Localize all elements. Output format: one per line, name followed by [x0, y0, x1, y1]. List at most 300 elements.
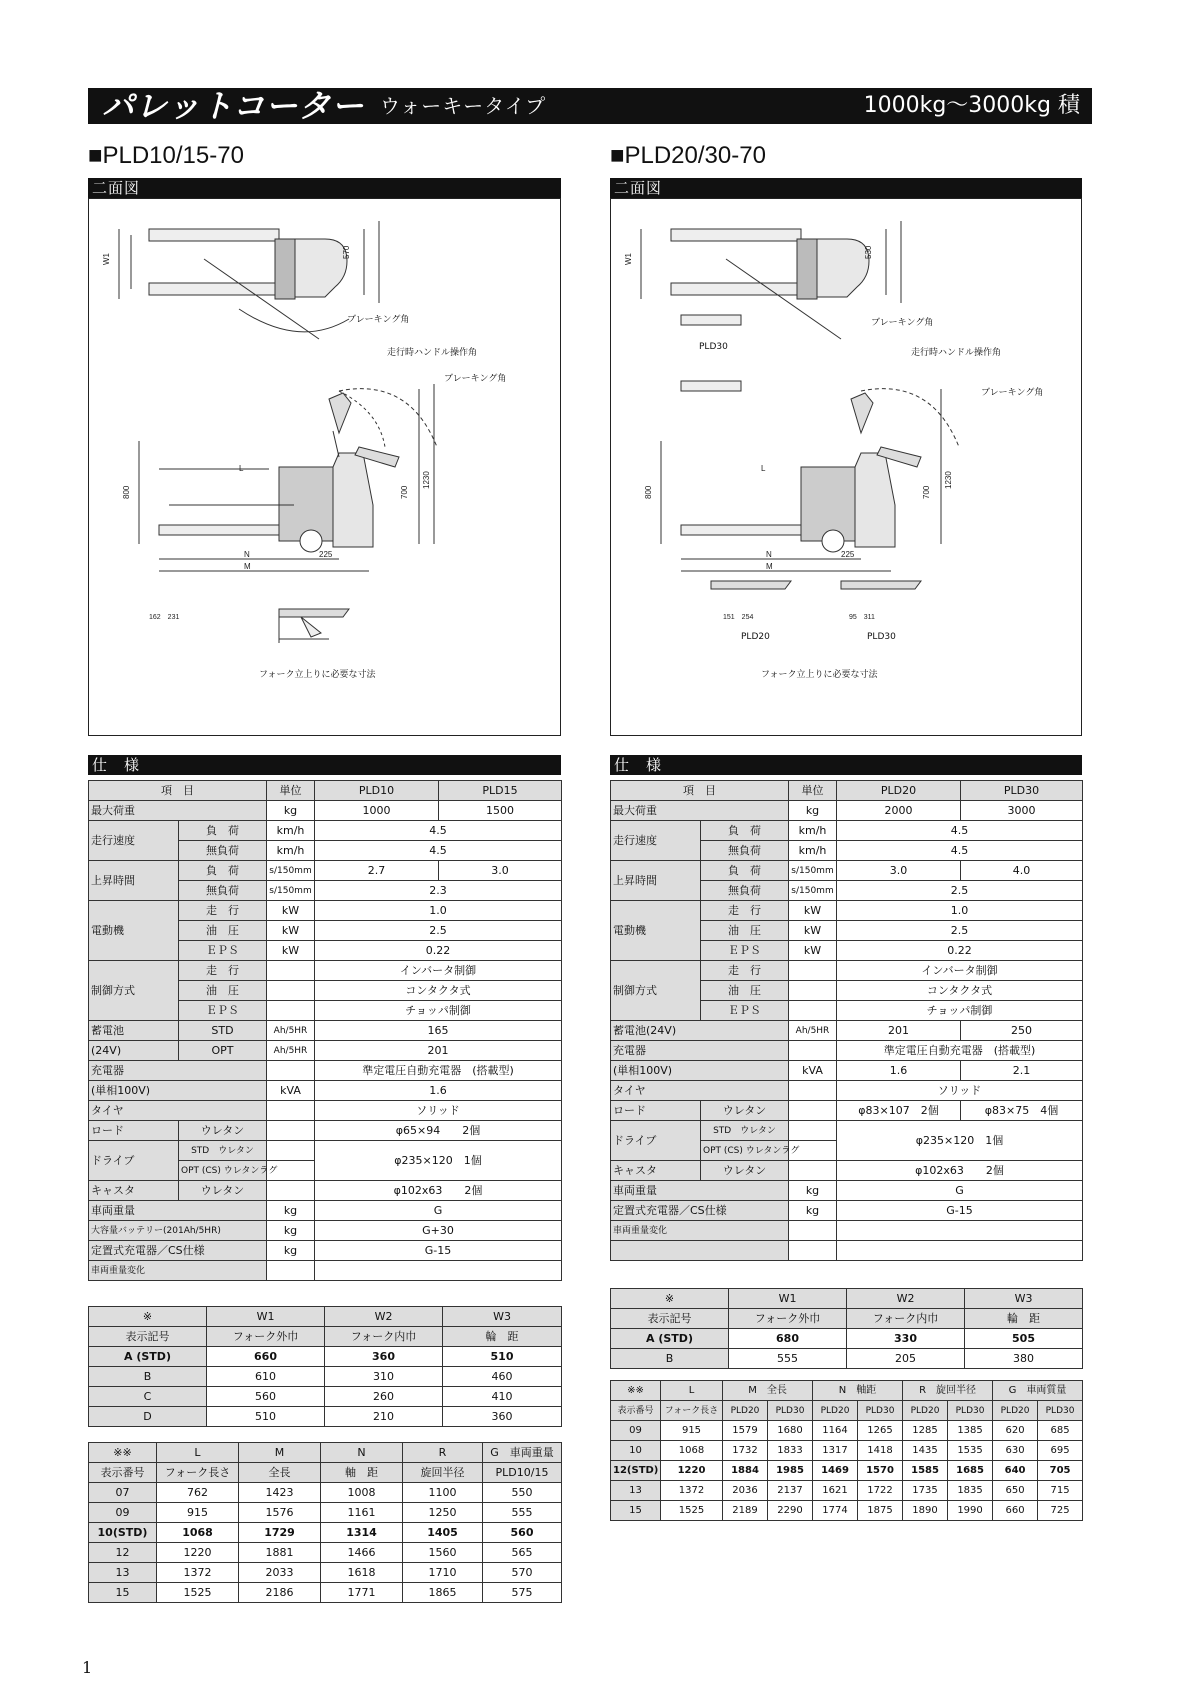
row-label: 電動機 — [611, 901, 701, 961]
cell: 1774 — [813, 1501, 858, 1521]
value: 1.6 — [315, 1081, 562, 1101]
cell: 1220 — [157, 1543, 239, 1563]
th: M 全長 — [723, 1381, 813, 1401]
cell: 1100 — [403, 1483, 483, 1503]
header-unit: 単位 — [267, 781, 315, 801]
unit: s/150mm — [267, 861, 315, 881]
cell: 410 — [443, 1387, 562, 1407]
unit: kg — [267, 801, 315, 821]
sub-label: ウレタン — [701, 1161, 789, 1181]
cell: 2036 — [723, 1481, 768, 1501]
cell: 1884 — [723, 1461, 768, 1481]
value: 1.0 — [837, 901, 1083, 921]
value: チョッパ制御 — [837, 1001, 1083, 1021]
value: コンタクタ式 — [315, 981, 562, 1001]
unit: kVA — [789, 1061, 837, 1081]
sub-label: 負 荷 — [701, 821, 789, 841]
th: W3 — [965, 1289, 1083, 1309]
cell: 1735 — [903, 1481, 948, 1501]
cell: 1570 — [858, 1461, 903, 1481]
value: φ83×75 4個 — [961, 1101, 1083, 1121]
th: フォーク内巾 — [325, 1327, 443, 1347]
value: φ102x63 2個 — [315, 1181, 562, 1201]
value: コンタクタ式 — [837, 981, 1083, 1001]
cell: 2290 — [768, 1501, 813, 1521]
th: PLD30 — [858, 1401, 903, 1421]
th: フォーク長さ — [157, 1463, 239, 1483]
value: 2.5 — [315, 921, 562, 941]
cell: 1317 — [813, 1441, 858, 1461]
value: インバータ制御 — [315, 961, 562, 981]
cell: 1722 — [858, 1481, 903, 1501]
value: ソリッド — [315, 1101, 562, 1121]
sub-label: OPT (CS) ウレタンラグ — [179, 1161, 267, 1181]
row-label: 充電器 — [611, 1041, 789, 1061]
cell: 460 — [443, 1367, 562, 1387]
unit: km/h — [267, 821, 315, 841]
cell: 915 — [661, 1421, 723, 1441]
cell: 1710 — [403, 1563, 483, 1583]
cell: 1771 — [321, 1583, 403, 1603]
th: PLD30 — [768, 1401, 813, 1421]
value: 4.5 — [315, 821, 562, 841]
cell: 1576 — [239, 1503, 321, 1523]
row-label: 充電器 — [89, 1061, 267, 1081]
value: G-15 — [837, 1201, 1083, 1221]
label-brake-angle-2: ブレーキング角 — [444, 374, 507, 384]
unit: kg — [789, 1181, 837, 1201]
th: N 軸距 — [813, 1381, 903, 1401]
label-pld30-top: PLD30 — [699, 342, 728, 352]
cell: 620 — [993, 1421, 1038, 1441]
sub-label: 無負荷 — [701, 841, 789, 861]
cell: 1068 — [157, 1523, 239, 1543]
th: 輪 距 — [443, 1327, 562, 1347]
sub-label: ウレタン — [701, 1101, 789, 1121]
row-label: 制御方式 — [89, 961, 179, 1021]
row-label: 走行速度 — [611, 821, 701, 861]
label-fork-note: フォーク立上りに必要な寸法 — [761, 670, 878, 680]
table-row: 12 — [89, 1543, 157, 1563]
unit: Ah/5HR — [789, 1021, 837, 1041]
label-brake-angle-1: ブレーキング角 — [871, 318, 934, 328]
sub-label: ＥＰＳ — [179, 1001, 267, 1021]
section-drawing-right: 二面図 — [610, 178, 1082, 198]
table-row: A (STD) — [89, 1347, 207, 1367]
row-label: 電動機 — [89, 901, 179, 961]
sub-label: 無負荷 — [701, 881, 789, 901]
value: 1.0 — [315, 901, 562, 921]
value: 250 — [961, 1021, 1083, 1041]
th: 表示記号 — [611, 1309, 729, 1329]
value: 4.5 — [837, 841, 1083, 861]
drawing-box-right — [610, 198, 1082, 736]
th: M — [239, 1443, 321, 1463]
unit: kW — [267, 921, 315, 941]
cell: 1469 — [813, 1461, 858, 1481]
svg-text:151 254: 151 254 — [723, 614, 754, 621]
value: ソリッド — [837, 1081, 1083, 1101]
svg-text:570: 570 — [342, 245, 351, 259]
model-title-right: ■PLD20/30-70 — [610, 142, 766, 169]
value: 2000 — [837, 801, 961, 821]
sub-label: 負 荷 — [179, 821, 267, 841]
value: 2.5 — [837, 881, 1083, 901]
svg-text:L: L — [761, 464, 766, 473]
cell: 1525 — [157, 1583, 239, 1603]
svg-text:530: 530 — [864, 245, 873, 259]
svg-text:M: M — [244, 562, 251, 571]
row-label: 上昇時間 — [611, 861, 701, 901]
svg-text:700: 700 — [400, 485, 409, 499]
value: 201 — [315, 1041, 562, 1061]
unit: kg — [267, 1241, 315, 1261]
th: PLD10/15 — [483, 1463, 562, 1483]
th: PLD20 — [903, 1401, 948, 1421]
row-label: キャスタ — [89, 1181, 179, 1201]
value: G — [837, 1181, 1083, 1201]
unit: s/150mm — [789, 881, 837, 901]
unit: kg — [789, 801, 837, 821]
th: 表示番号 — [89, 1463, 157, 1483]
row-label: (単相100V) — [611, 1061, 789, 1081]
th: ※ — [89, 1307, 207, 1327]
unit: kg — [267, 1201, 315, 1221]
value: G+30 — [315, 1221, 562, 1241]
value: 2.5 — [837, 921, 1083, 941]
sub-label: OPT — [179, 1041, 267, 1061]
cell: 725 — [1038, 1501, 1083, 1521]
sub-label: 大容量バッテリー(201Ah/5HR) — [89, 1221, 267, 1241]
product-title: パレットコーター — [102, 87, 365, 125]
cell: 1835 — [948, 1481, 993, 1501]
cell: 1732 — [723, 1441, 768, 1461]
table-row: 10 — [611, 1441, 661, 1461]
unit: km/h — [267, 841, 315, 861]
value: φ83×107 2個 — [837, 1101, 961, 1121]
th: W3 — [443, 1307, 562, 1327]
svg-text:225: 225 — [841, 550, 855, 559]
unit: kg — [267, 1221, 315, 1241]
sub-label: STD — [179, 1021, 267, 1041]
label-pld20: PLD20 — [741, 632, 770, 642]
sub-label: STD ウレタン — [179, 1141, 267, 1161]
sub-label: 油 圧 — [701, 921, 789, 941]
cell: 1314 — [321, 1523, 403, 1543]
unit: kW — [789, 921, 837, 941]
unit: kg — [789, 1201, 837, 1221]
svg-text:225: 225 — [319, 550, 333, 559]
sub-label: 走 行 — [701, 901, 789, 921]
table-row: 09 — [611, 1421, 661, 1441]
th: W2 — [847, 1289, 965, 1309]
value: φ235×120 1個 — [837, 1121, 1083, 1161]
svg-text:1230: 1230 — [944, 471, 953, 489]
header-bar — [88, 88, 1092, 124]
table-row: 09 — [89, 1503, 157, 1523]
th: PLD20 — [723, 1401, 768, 1421]
th: L — [661, 1381, 723, 1401]
sub-label: 無負荷 — [179, 881, 267, 901]
table-row: D — [89, 1407, 207, 1427]
length-table-left — [88, 1442, 562, 1603]
cell: 1680 — [768, 1421, 813, 1441]
cell: 1068 — [661, 1441, 723, 1461]
unit: km/h — [789, 821, 837, 841]
svg-text:W1: W1 — [624, 253, 633, 265]
weight-change-label: 車両重量変化 — [89, 1261, 267, 1281]
sub-label: ウレタン — [179, 1181, 267, 1201]
th: ※※ — [611, 1381, 661, 1401]
cell: 560 — [483, 1523, 562, 1543]
header-unit: 単位 — [789, 781, 837, 801]
unit: Ah/5HR — [267, 1041, 315, 1061]
cell: 550 — [483, 1483, 562, 1503]
cell: 1618 — [321, 1563, 403, 1583]
th: PLD20 — [813, 1401, 858, 1421]
value: 準定電圧自動充電器 (搭載型) — [837, 1041, 1083, 1061]
cell: 1220 — [661, 1461, 723, 1481]
svg-text:N: N — [766, 550, 772, 559]
row-label: 最大荷重 — [89, 801, 267, 821]
value: 1000 — [315, 801, 439, 821]
th: 全長 — [239, 1463, 321, 1483]
cell: 1423 — [239, 1483, 321, 1503]
cell: 1435 — [903, 1441, 948, 1461]
value: 4.0 — [961, 861, 1083, 881]
value: 3000 — [961, 801, 1083, 821]
page-number: 1 — [82, 1658, 93, 1677]
cell: 1890 — [903, 1501, 948, 1521]
value: 3.0 — [439, 861, 562, 881]
th: PLD20 — [993, 1401, 1038, 1421]
svg-text:95 311: 95 311 — [849, 614, 875, 621]
row-label: ドライブ — [89, 1141, 179, 1181]
table-row: B — [611, 1349, 729, 1369]
cell: 1466 — [321, 1543, 403, 1563]
th: フォーク内巾 — [847, 1309, 965, 1329]
cell: 1579 — [723, 1421, 768, 1441]
cell: 915 — [157, 1503, 239, 1523]
cell: 260 — [325, 1387, 443, 1407]
cell: 210 — [325, 1407, 443, 1427]
th: L — [157, 1443, 239, 1463]
value: 3.0 — [837, 861, 961, 881]
cell: 330 — [847, 1329, 965, 1349]
header-model-b: PLD15 — [439, 781, 562, 801]
svg-text:800: 800 — [122, 485, 131, 499]
row-label: 上昇時間 — [89, 861, 179, 901]
drawing-box-left — [88, 198, 561, 736]
row-label: 車両重量 — [89, 1201, 267, 1221]
cell: 1833 — [768, 1441, 813, 1461]
svg-text:800: 800 — [644, 485, 653, 499]
cell: 1621 — [813, 1481, 858, 1501]
cell: 1585 — [903, 1461, 948, 1481]
cell: 1385 — [948, 1421, 993, 1441]
cell: 2033 — [239, 1563, 321, 1583]
table-row: A (STD) — [611, 1329, 729, 1349]
header-model-b: PLD30 — [961, 781, 1083, 801]
cell: 1008 — [321, 1483, 403, 1503]
cell: 1985 — [768, 1461, 813, 1481]
value: φ235×120 1個 — [315, 1141, 562, 1181]
cell: 1729 — [239, 1523, 321, 1543]
label-handle-angle: 走行時ハンドル操作角 — [387, 348, 478, 358]
drawing-left — [89, 199, 560, 735]
cell: 762 — [157, 1483, 239, 1503]
sub-label: 油 圧 — [179, 981, 267, 1001]
row-label: ロード — [89, 1121, 179, 1141]
section-drawing-left: 二面図 — [88, 178, 561, 198]
cell: 510 — [443, 1347, 562, 1367]
label-brake-angle-1: ブレーキング角 — [347, 315, 410, 325]
cell: 660 — [993, 1501, 1038, 1521]
value: 2.3 — [315, 881, 562, 901]
svg-text:700: 700 — [922, 485, 931, 499]
row-label: 車両重量 — [611, 1181, 789, 1201]
width-table-left — [88, 1306, 562, 1427]
cell: 1535 — [948, 1441, 993, 1461]
th: フォーク外巾 — [207, 1327, 325, 1347]
cell: 1405 — [403, 1523, 483, 1543]
th: R — [403, 1443, 483, 1463]
svg-text:N: N — [244, 550, 250, 559]
cell: 1881 — [239, 1543, 321, 1563]
th: 輪 距 — [965, 1309, 1083, 1329]
cell: 640 — [993, 1461, 1038, 1481]
cell: 695 — [1038, 1441, 1083, 1461]
value: 準定電圧自動充電器 (搭載型) — [315, 1061, 562, 1081]
capacity-range: 1000kg～3000kg 積 — [863, 93, 1080, 118]
cell: 1418 — [858, 1441, 903, 1461]
cell: 1161 — [321, 1503, 403, 1523]
sub-label: 定置式充電器／CS仕様 — [89, 1241, 267, 1261]
cell: 1164 — [813, 1421, 858, 1441]
cell: 310 — [325, 1367, 443, 1387]
cell: 555 — [729, 1349, 847, 1369]
cell: 1372 — [661, 1481, 723, 1501]
cell: 505 — [965, 1329, 1083, 1349]
cell: 380 — [965, 1349, 1083, 1369]
section-spec-left: 仕 様 — [88, 755, 561, 775]
cell: 360 — [325, 1347, 443, 1367]
cell: 1685 — [948, 1461, 993, 1481]
value: 0.22 — [837, 941, 1083, 961]
th: N — [321, 1443, 403, 1463]
cell: 570 — [483, 1563, 562, 1583]
value: 165 — [315, 1021, 562, 1041]
value: 2.1 — [961, 1061, 1083, 1081]
value: 4.5 — [837, 821, 1083, 841]
row-label: 制御方式 — [611, 961, 701, 1021]
cell: 1525 — [661, 1501, 723, 1521]
cell: 1560 — [403, 1543, 483, 1563]
cell: 1372 — [157, 1563, 239, 1583]
cell: 650 — [993, 1481, 1038, 1501]
svg-text:W1: W1 — [102, 253, 111, 265]
cell: 1285 — [903, 1421, 948, 1441]
value: 1.6 — [837, 1061, 961, 1081]
value: 0.22 — [315, 941, 562, 961]
th: 旋回半径 — [403, 1463, 483, 1483]
cell: 630 — [993, 1441, 1038, 1461]
product-subtitle: ウォーキータイプ — [380, 94, 547, 118]
sub-label: 走 行 — [179, 961, 267, 981]
svg-text:L: L — [239, 464, 244, 473]
sub-label: ＥＰＳ — [179, 941, 267, 961]
svg-text:M: M — [766, 562, 773, 571]
cell: 565 — [483, 1543, 562, 1563]
table-row: 15 — [89, 1583, 157, 1603]
cell: 2137 — [768, 1481, 813, 1501]
header-model-a: PLD20 — [837, 781, 961, 801]
table-row: 13 — [89, 1563, 157, 1583]
cell: 1265 — [858, 1421, 903, 1441]
cell: 510 — [207, 1407, 325, 1427]
cell: 660 — [207, 1347, 325, 1367]
row-label: 走行速度 — [89, 821, 179, 861]
cell: 685 — [1038, 1421, 1083, 1441]
sub-label: 定置式充電器／CS仕様 — [611, 1201, 789, 1221]
unit: kVA — [267, 1081, 315, 1101]
cell: 575 — [483, 1583, 562, 1603]
header-item: 項 目 — [89, 781, 267, 801]
th: 表示番号 — [611, 1401, 661, 1421]
unit: s/150mm — [267, 881, 315, 901]
th: W1 — [729, 1289, 847, 1309]
label-brake-angle-2: ブレーキング角 — [981, 388, 1044, 398]
unit: s/150mm — [789, 861, 837, 881]
cell: 555 — [483, 1503, 562, 1523]
label-fork-note: フォーク立上りに必要な寸法 — [259, 670, 376, 680]
value: 2.7 — [315, 861, 439, 881]
cell: 705 — [1038, 1461, 1083, 1481]
cell: 1250 — [403, 1503, 483, 1523]
value: 4.5 — [315, 841, 562, 861]
cell: 715 — [1038, 1481, 1083, 1501]
label-handle-angle: 走行時ハンドル操作角 — [911, 348, 1002, 358]
value: インバータ制御 — [837, 961, 1083, 981]
cell: 2186 — [239, 1583, 321, 1603]
cell: 1990 — [948, 1501, 993, 1521]
spec-table-right — [610, 780, 1083, 1261]
row-label: (24V) — [89, 1041, 179, 1061]
svg-text:1230: 1230 — [422, 471, 431, 489]
label-pld30: PLD30 — [867, 632, 896, 642]
cell: 680 — [729, 1329, 847, 1349]
spec-table-left — [88, 780, 562, 1281]
th: W1 — [207, 1307, 325, 1327]
table-row: 07 — [89, 1483, 157, 1503]
svg-text:162 231: 162 231 — [149, 614, 180, 621]
cell: 205 — [847, 1349, 965, 1369]
value: チョッパ制御 — [315, 1001, 562, 1021]
table-row: 13 — [611, 1481, 661, 1501]
unit: kW — [789, 901, 837, 921]
cell: 1875 — [858, 1501, 903, 1521]
sub-label: OPT (CS) ウレタンラグ — [701, 1141, 789, 1161]
unit: kW — [267, 941, 315, 961]
th: ※※ — [89, 1443, 157, 1463]
table-row: 12(STD) — [611, 1461, 661, 1481]
value: φ102x63 2個 — [837, 1161, 1083, 1181]
sub-label: ＥＰＳ — [701, 941, 789, 961]
header-item: 項 目 — [611, 781, 789, 801]
sub-label: 負 荷 — [701, 861, 789, 881]
row-label: 最大荷重 — [611, 801, 789, 821]
sub-label: STD ウレタン — [701, 1121, 789, 1141]
